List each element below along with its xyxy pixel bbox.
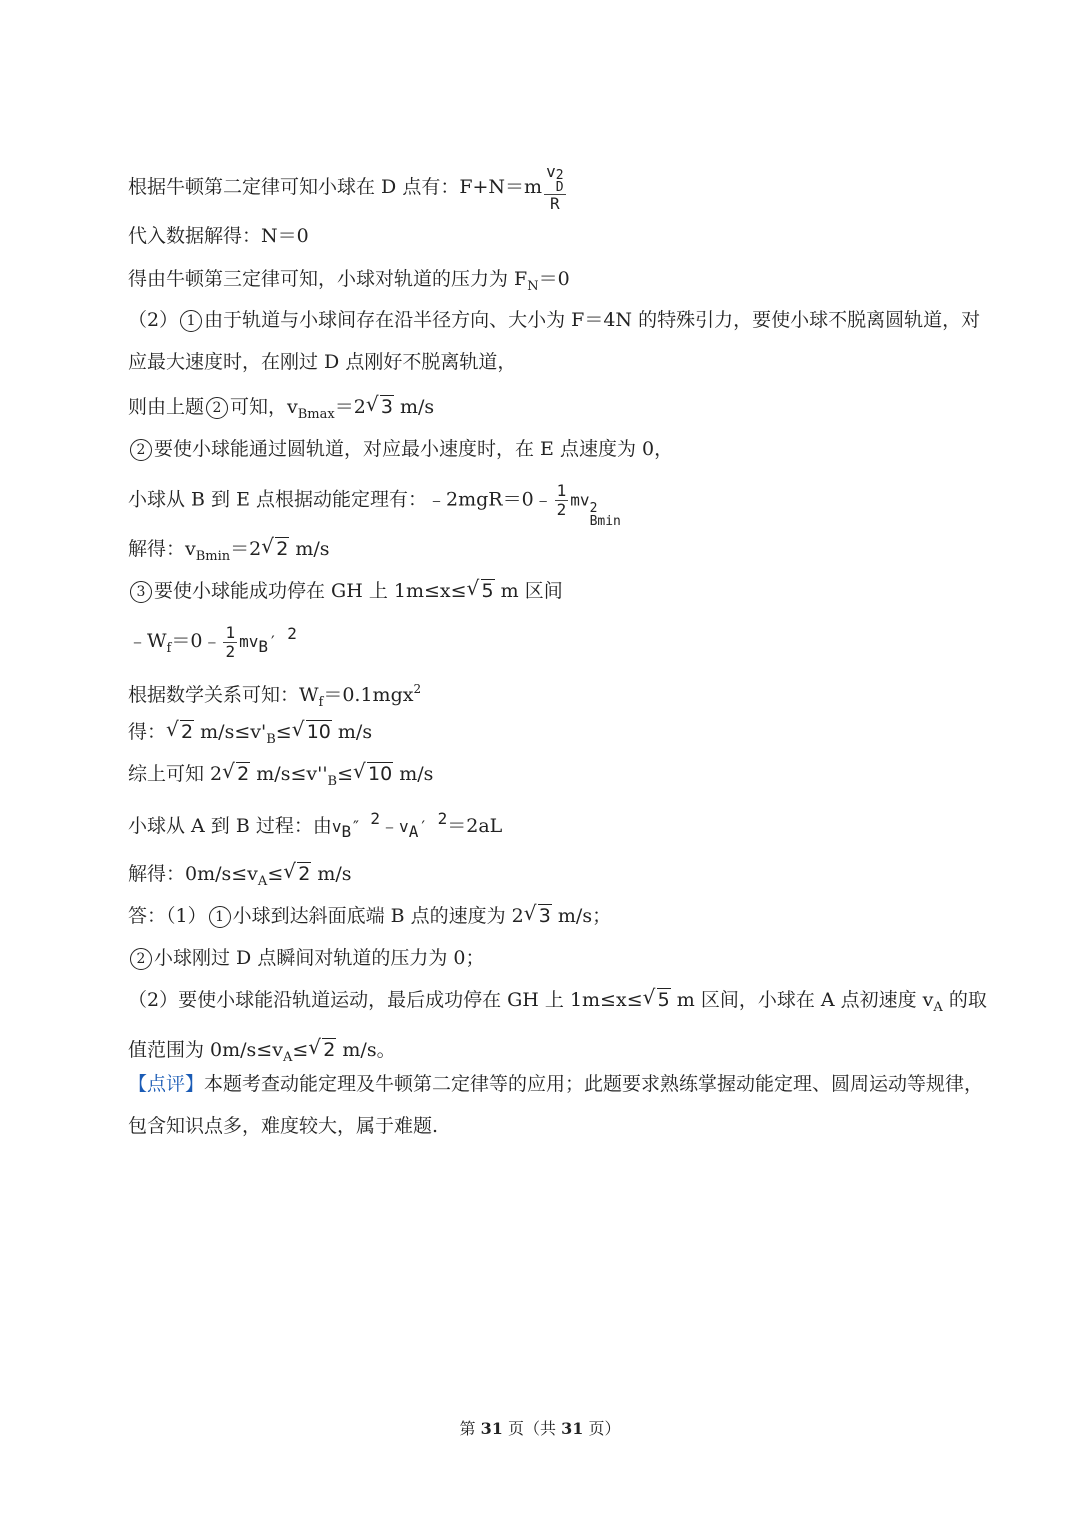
circled-number: 2 (130, 439, 152, 461)
paragraph-line-4: （2） 1 由于轨道与小球间存在沿半径方向、大小为 F＝4N 的特殊引力，要使小球不脱离圆轨道，对应最大速度时，在刚过 D 点刚好不脱离轨道， (128, 309, 981, 373)
sqrt: √ 10 (292, 720, 332, 744)
fraction: v 2 D R (546, 162, 564, 213)
text-line-15: 解得：$0m/s\le v_A\le√$ 2 m/s (128, 862, 352, 894)
sqrt: √ 5 (467, 579, 495, 603)
text-line-11: 根据数学关系可知：$W_f=0.1mgx^2$ (128, 682, 422, 710)
text-line-5: 则由上题 2 可知，$v_{Bmax}=2√$ 3 m/s (128, 395, 434, 427)
page-footer: 第 31 页（共 31 页） (459, 1419, 621, 1438)
text-line-3: 得由牛顿第三定律可知，小球对轨道的压力为 $F_N=0$ (128, 268, 570, 294)
answer-line-16: 答：（1） 1 小球到达斜面底端 B 点的速度为 2√ 3 m/s； (128, 904, 611, 928)
comment-label: 【点评】 (128, 1073, 205, 1095)
answer-paragraph-18: （2）要使小球能沿轨道运动，最后成功停在 GH 上 1m≤x≤√ 5 m 区间，小球在 A 点初速度 $v_A$ 的取值范围为 $0m/s\le v_A\le√$ 2 m/s。 (128, 979, 998, 1079)
equation-line-1 (128, 163, 568, 213)
comment-paragraph: 【点评】本题考查动能定理及牛顿第二定律等的应用；此题要求熟练掌握动能定理、圆周运动等规律，包含知识点多，难度较大，属于难题. (128, 1073, 984, 1137)
equation-line-14: 小球从 A 到 B 过程：由$v_B''$ $^2﹣v_A'$ $^2$＝2aL (128, 809, 503, 841)
equation-line-7: 小球从 B 到 E 点根据动能定理有：﹣2mgR＝0﹣ $\frac{1}{2}$ mv 2 Bmin (128, 481, 621, 529)
answer-line-17: 2 小球刚过 D 点瞬间对轨道的压力为 0； (128, 946, 484, 970)
sqrt: √ 5 (643, 979, 671, 1021)
sqrt: √ 2 (166, 720, 194, 744)
page-total: 31 (561, 1419, 584, 1438)
sqrt: √ 2 (283, 862, 311, 886)
equation-line-10: $﹣W_f=0﹣$ $\frac{1}{2}$ $mv_B'$ $^2$ (128, 622, 297, 661)
sqrt: √ 2 (222, 762, 250, 786)
text-line-13: 综上可知 2√ 2 $m/s\le v''_B\le√$ 10 m/s (128, 762, 433, 794)
circled-number: 3 (130, 581, 152, 603)
circled-number: 2 (206, 397, 228, 419)
circled-number: 1 (180, 310, 202, 332)
page-number: 31 (480, 1419, 503, 1438)
text-line-6: 2 要使小球能通过圆轨道，对应最小速度时，在 E 点速度为 0， (128, 437, 673, 461)
circled-number: 2 (130, 948, 152, 970)
fraction: $\frac{1}{2}$ (225, 622, 236, 661)
sqrt: √ 10 (353, 762, 393, 786)
circled-number: 1 (209, 906, 231, 928)
text-line-12: 得：√ 2 $m/s\le v'_B\le√$ 10 m/s (128, 720, 372, 752)
sqrt: √ 3 (524, 904, 552, 928)
sqrt: √ 3 (366, 395, 394, 419)
fraction: $\frac{1}{2}$ (556, 481, 567, 519)
sqrt: √ 2 (308, 1029, 336, 1071)
text-line-2: 代入数据解得：N＝0 (128, 225, 309, 247)
text: 根据牛顿第二定律可知小球在 D 点有：F+N＝m (128, 176, 543, 198)
text-line-8: 解得：$v_{Bmin}=2√$ 2 m/s (128, 537, 330, 569)
sqrt: √ 2 (261, 537, 289, 561)
text-line-9: 3 要使小球能成功停在 GH 上 1m≤x≤√ 5 m 区间 (128, 579, 563, 603)
